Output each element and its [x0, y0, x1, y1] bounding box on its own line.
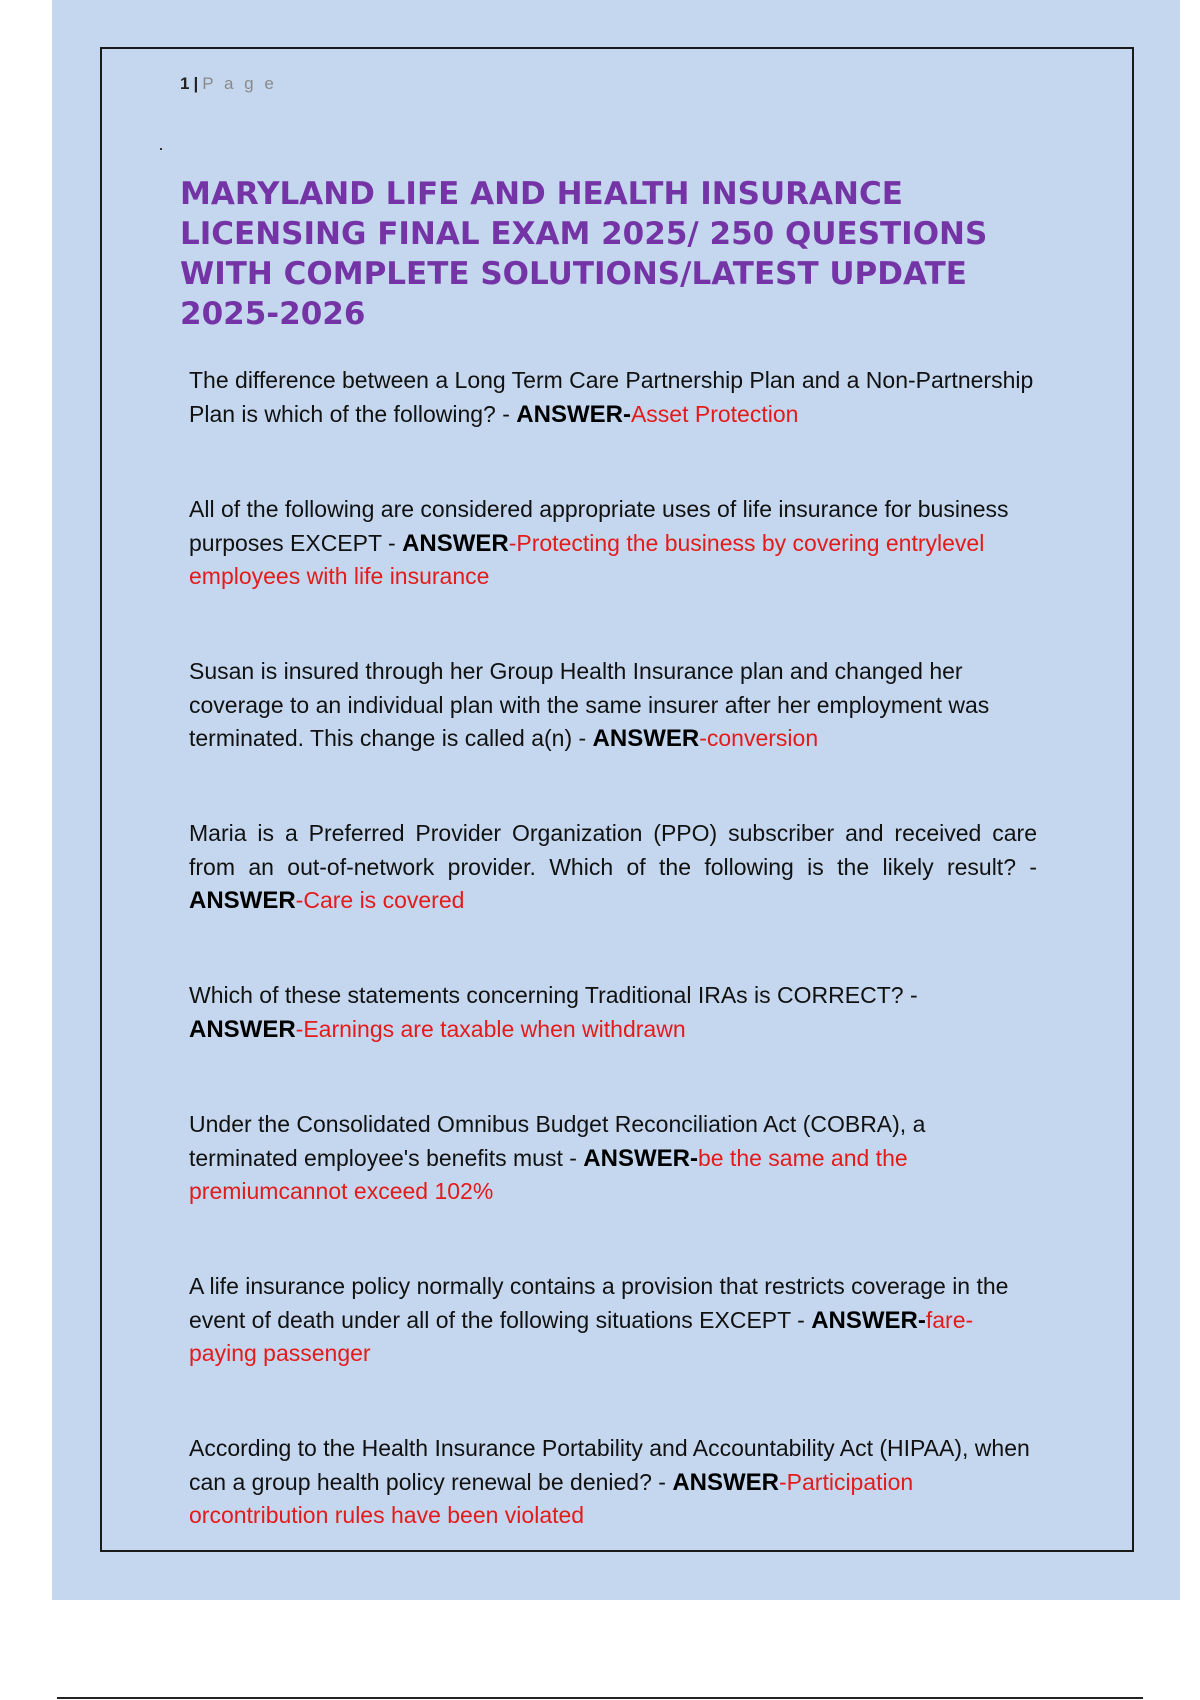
question-text: According to the Health Insurance Portability and Accountability Act (HIPAA), when can a group health policy renewal be denied? -: [189, 1435, 1030, 1495]
page-number-value: 1: [180, 74, 191, 93]
answer-text: Asset Protection: [630, 400, 799, 427]
qa-item-6: [189, 1108, 1037, 1209]
page-number: [180, 74, 277, 94]
answer-text: -Care is covered: [295, 887, 465, 913]
qa-item-4: [189, 817, 1037, 918]
question-text: Susan is insured through her Group Health Insurance plan and changed her coverage to an individual plan with the same insurer after her employment was terminated. This change is called a(n) -: [189, 658, 990, 751]
qa-item-5: [189, 979, 1037, 1046]
answer-label: ANSWER: [402, 529, 509, 557]
page-number-label: P a g e: [202, 74, 277, 93]
page-number-separator: |: [193, 74, 200, 93]
qa-item-2: [189, 493, 1037, 594]
answer-label: ANSWER-: [516, 400, 631, 428]
answer-label: ANSWER-: [811, 1306, 926, 1334]
document-title: MARYLAND LIFE AND HEALTH INSURANCE LICENSING FINAL EXAM 2025/ 250 QUESTIONS WITH COMPLETE SOLUTIONS/LATEST UPDATE 2025-2026: [180, 176, 988, 332]
answer-label: ANSWER: [592, 725, 700, 752]
answer-label: ANSWER: [189, 1015, 296, 1043]
qa-item-1: [189, 364, 1037, 431]
question-text: All of the following are considered appropriate uses of life insurance for business purposes EXCEPT -: [189, 496, 1009, 556]
answer-text: -Participation orcontribution rules have been violated: [189, 1468, 914, 1528]
question-text: A life insurance policy normally contains a provision that restricts coverage in the event of death under all of the following situations EXCEPT -: [189, 1273, 1009, 1333]
question-text: Under the Consolidated Omnibus Budget Reconciliation Act (COBRA), a terminated employee's benefits must -: [189, 1111, 926, 1171]
question-text: Maria is a Preferred Provider Organization (PPO) subscriber and received care from an out-of-network provider. Which of the following is the likely result? -: [189, 820, 1037, 880]
answer-text: be the same and the premiumcannot exceed 102%: [189, 1144, 908, 1204]
stray-dot: [160, 148, 162, 150]
answer-text: -conversion: [699, 725, 819, 751]
answer-text: -Earnings are taxable when withdrawn: [295, 1015, 686, 1042]
question-text: The difference between a Long Term Care Partnership Plan and a Non-Partnership Plan is which of the following? -: [189, 367, 1034, 427]
answer-label: ANSWER-: [583, 1144, 698, 1172]
answer-text: -Protecting the business by covering entrylevel employees with life insurance: [189, 529, 985, 589]
answer-label: ANSWER: [189, 887, 296, 914]
footer-rule: [57, 1697, 1143, 1699]
qa-item-3: [189, 655, 1037, 756]
answer-label: ANSWER: [672, 1468, 779, 1496]
qa-item-7: [189, 1270, 1037, 1371]
question-text: Which of these statements concerning Traditional IRAs is CORRECT? -: [189, 982, 918, 1008]
qa-item-8: [189, 1432, 1037, 1533]
answer-text: fare-paying passenger: [189, 1306, 974, 1366]
